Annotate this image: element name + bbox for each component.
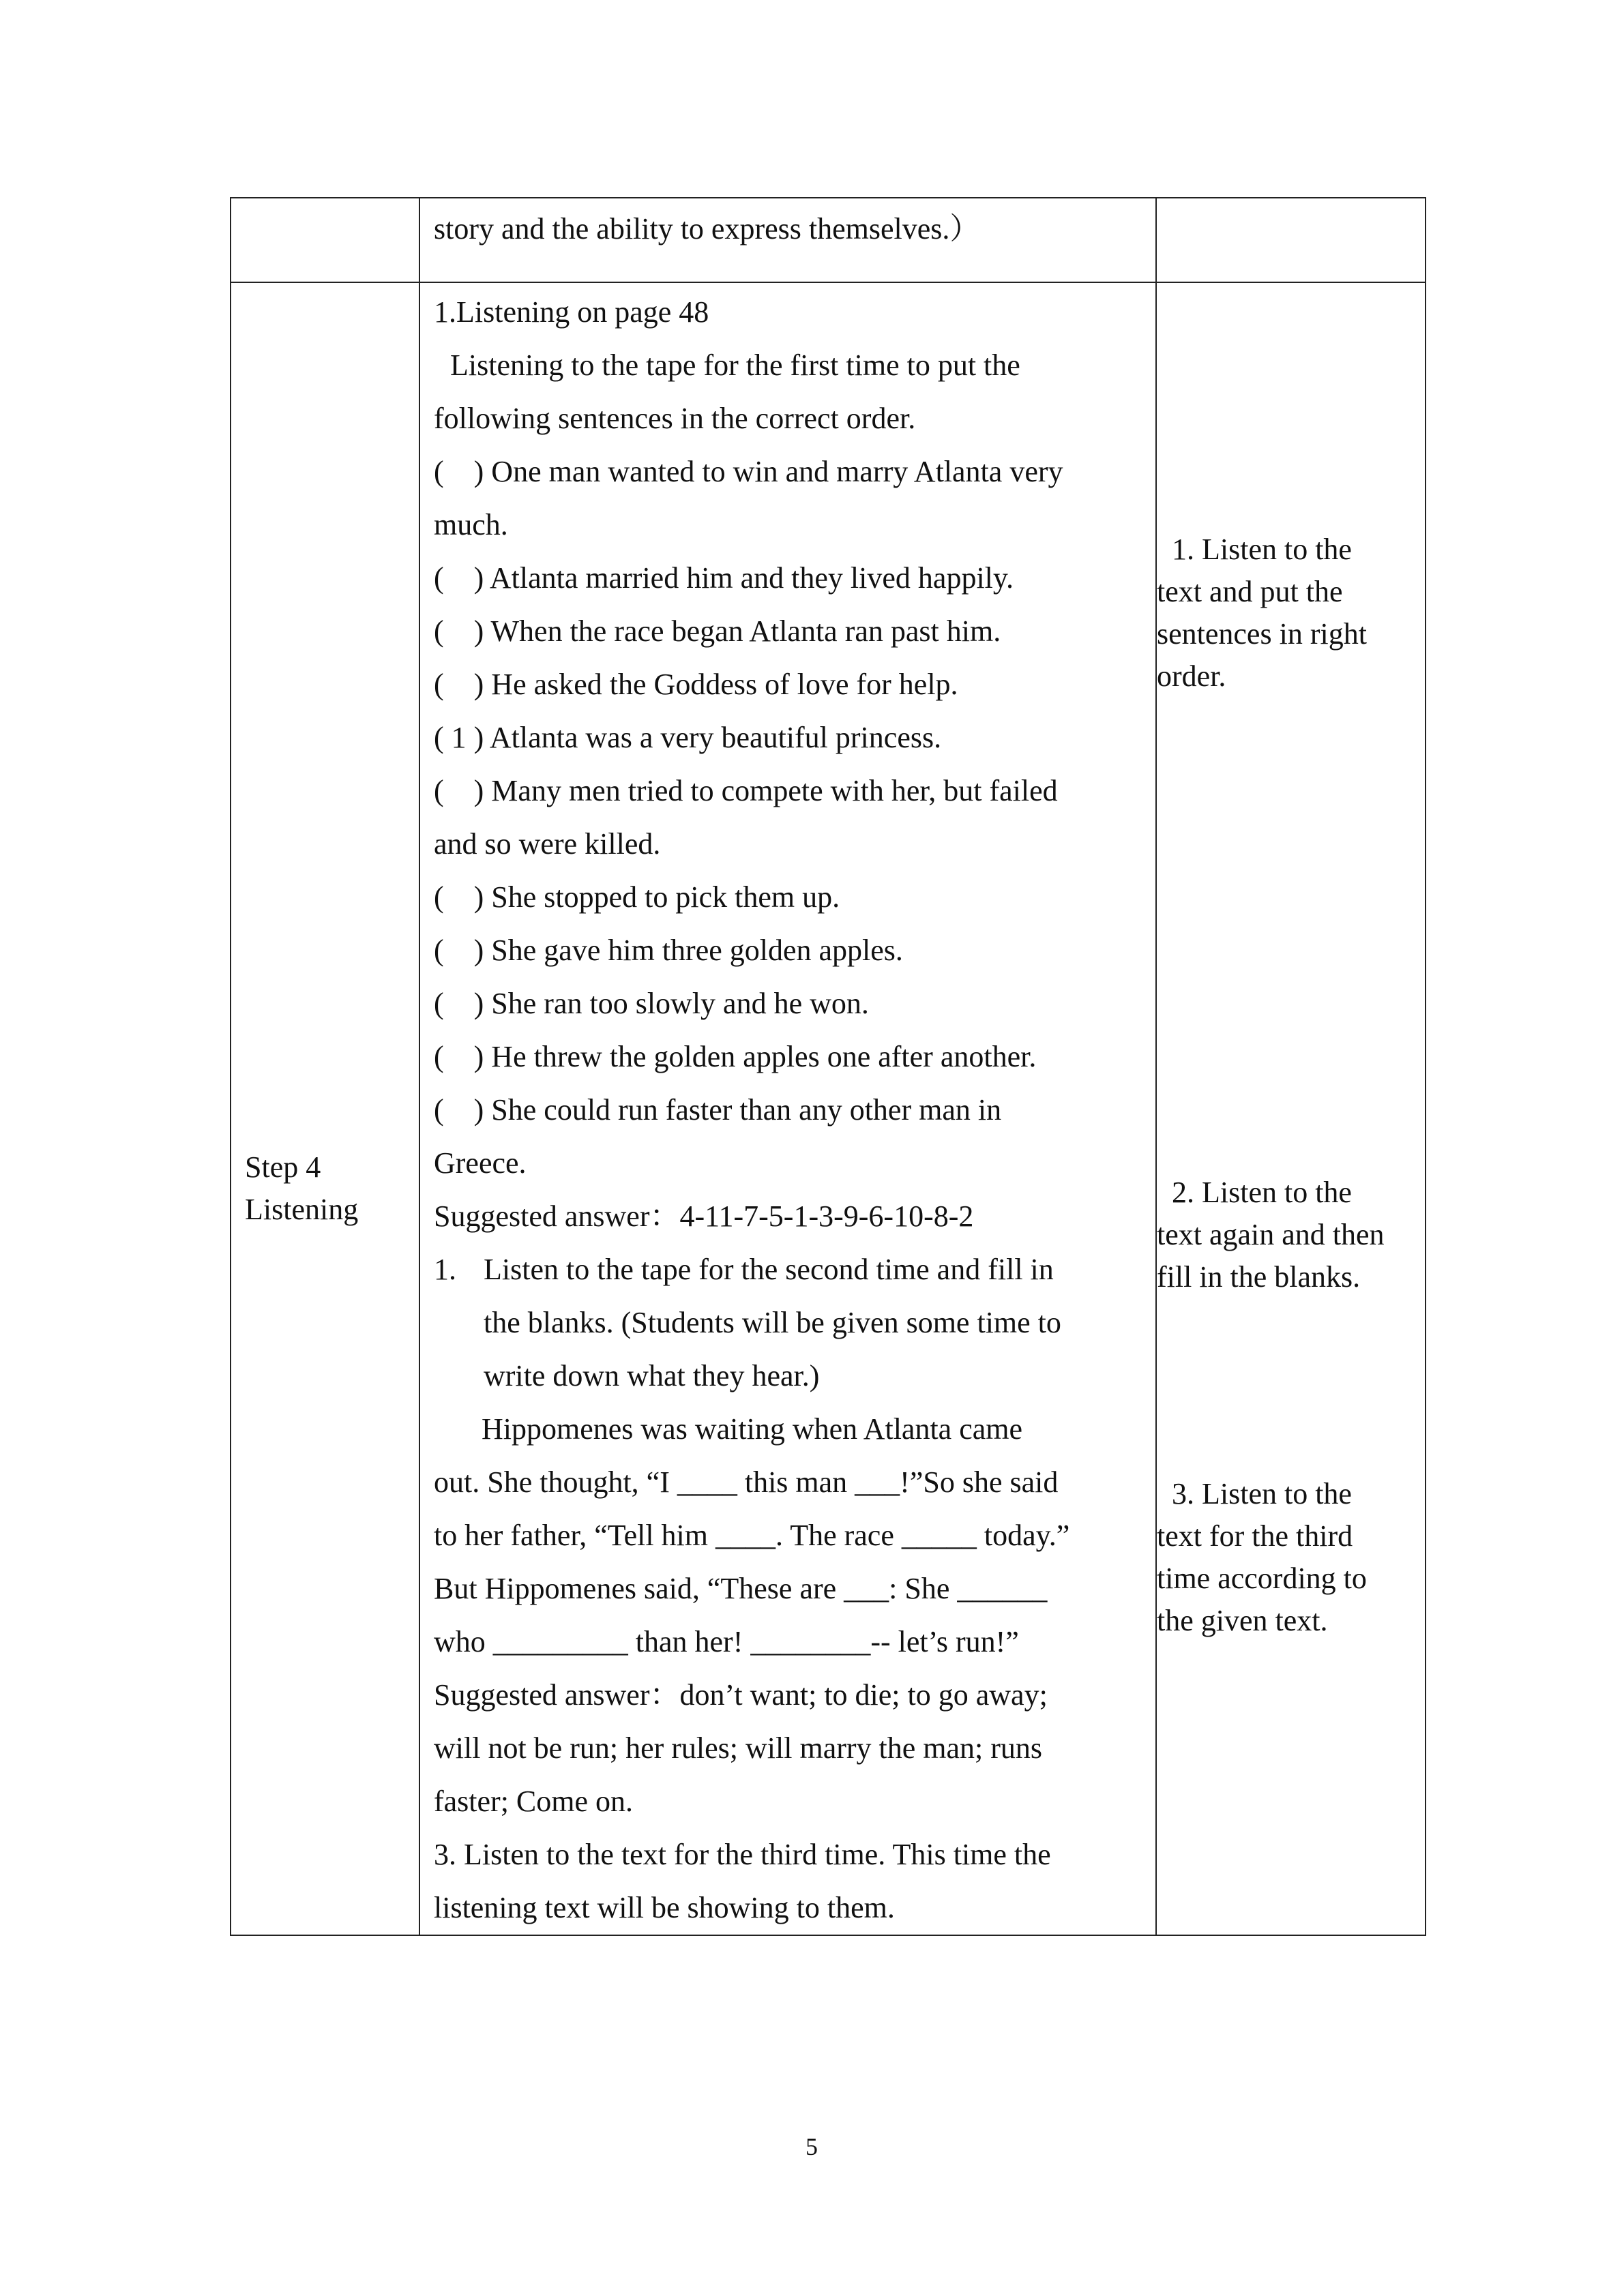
activity-line: 3. Listen to the text for the third time. This time the [434, 1838, 1051, 1871]
activity-line: Listening to the tape for the first time to put the [450, 348, 1020, 382]
purpose-note: 2. Listen to the [1157, 1176, 1352, 1209]
passage-line: to her father, “Tell him ____. The race _____ today.” [434, 1519, 1070, 1552]
ordering-sentence: ( ) One man wanted to win and marry Atlanta very [434, 455, 1063, 488]
activity-line: listening text will be showing to them. [434, 1891, 895, 1924]
item-number: 1. [434, 1253, 456, 1286]
suggested-answer: will not be run; her rules; will marry the man; runs [434, 1731, 1043, 1765]
suggested-answer: faster; Come on. [434, 1785, 634, 1818]
step-cell-empty [231, 198, 419, 282]
ordering-sentence: ( ) He asked the Goddess of love for help. [434, 668, 958, 701]
numbered-item [420, 1243, 1155, 1296]
purpose-note: fill in the blanks. [1157, 1260, 1361, 1294]
purpose-cell-empty [1156, 198, 1426, 282]
activity-line: write down what they hear.) [484, 1359, 820, 1392]
ordering-sentence: much. [434, 508, 508, 541]
ordering-sentence: ( ) She could run faster than any other man in [434, 1093, 1002, 1127]
suggested-answer: Suggested answer：don’t want; to die; to go away; [434, 1678, 1048, 1712]
step-label: Step 4 [245, 1150, 321, 1184]
ordering-sentence: ( ) She ran too slowly and he won. [434, 987, 869, 1020]
ordering-sentence: ( ) She gave him three golden apples. [434, 934, 903, 967]
ordering-sentence: ( 1 ) Atlanta was a very beautiful princess. [434, 721, 942, 754]
activity-line: story and the ability to express themselves.） [434, 212, 980, 245]
activity-line: the blanks. (Students will be given some time to [484, 1306, 1061, 1339]
purpose-note: text and put the [1157, 575, 1343, 608]
ordering-sentence: ( ) Many men tried to compete with her, but failed [434, 774, 1058, 807]
activity-cell [419, 282, 1156, 1935]
ordering-sentence: and so were killed. [434, 827, 661, 861]
purpose-note: text for the third [1157, 1519, 1353, 1553]
purpose-note: 1. Listen to the [1157, 533, 1352, 566]
suggested-answer: Suggested answer：4-11-7-5-1-3-9-6-10-8-2 [434, 1199, 974, 1233]
step-title: Listening [245, 1193, 359, 1226]
purpose-note: sentences in right [1157, 617, 1367, 651]
passage-line: Hippomenes was waiting when Atlanta came [482, 1412, 1023, 1446]
purpose-note: text again and then [1157, 1218, 1385, 1251]
lesson-plan-table [230, 197, 1426, 1936]
section-heading: 1.Listening on page 48 [434, 295, 709, 329]
passage-line: out. She thought, “I ____ this man ___!”So she said [434, 1465, 1059, 1499]
purpose-note: 3. Listen to the [1157, 1477, 1352, 1510]
activity-line: following sentences in the correct order. [434, 402, 916, 435]
step-cell [231, 282, 419, 1935]
ordering-sentence: Greece. [434, 1146, 527, 1180]
table-row [231, 282, 1426, 1935]
purpose-note: time according to [1157, 1562, 1367, 1595]
purpose-note: the given text. [1157, 1604, 1328, 1637]
ordering-sentence: ( ) Atlanta married him and they lived happily. [434, 561, 1014, 595]
ordering-sentence: ( ) He threw the golden apples one after another. [434, 1040, 1037, 1073]
passage-line: who _________ than her! ________-- let’s run!” [434, 1625, 1019, 1658]
ordering-sentence: ( ) She stopped to pick them up. [434, 880, 840, 914]
page-number: 5 [806, 2133, 818, 2160]
item-text: Listen to the tape for the second time and fill in [484, 1253, 1054, 1286]
ordering-sentence: ( ) When the race began Atlanta ran past him. [434, 614, 1001, 648]
table-row [231, 198, 1426, 282]
purpose-cell [1156, 282, 1426, 1935]
passage-line: But Hippomenes said, “These are ___: She ______ [434, 1572, 1048, 1605]
purpose-note: order. [1157, 659, 1226, 693]
activity-cell [419, 198, 1156, 282]
